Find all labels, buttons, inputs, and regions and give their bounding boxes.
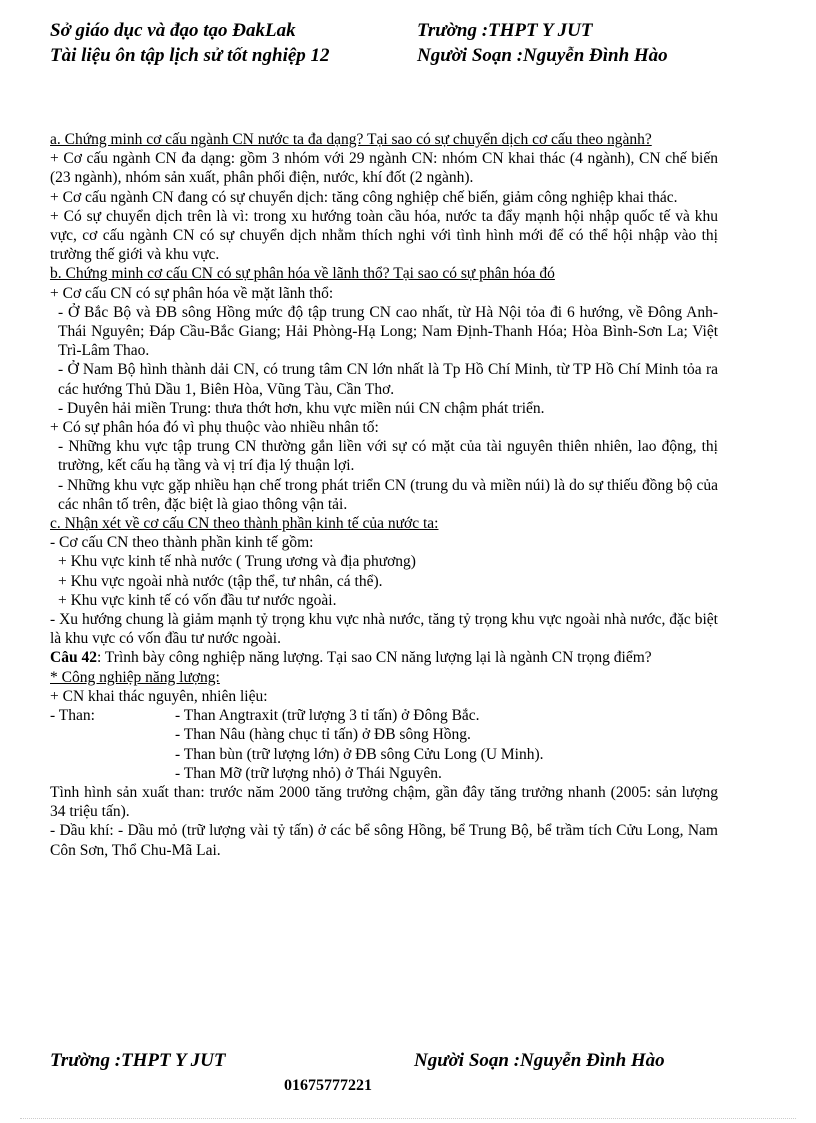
coal-item: - Than Angtraxit (trữ lượng 3 tỉ tấn) ở Đông Bắc. (175, 707, 480, 725)
footer-right: Người Soạn :Nguyễn Đình Hào (414, 1050, 665, 1071)
coal-label: - Than: (50, 707, 95, 725)
paragraph: Tình hình sản xuất than: trước năm 2000 tăng trưởng chậm, gần đây tăng trưởng nhanh (2005: sản lượng 34 triệu tấn). (50, 783, 718, 821)
page-bottom-divider (20, 1118, 796, 1119)
section-a-title: a. Chứng minh cơ cấu ngành CN nước ta đa dạng? Tại sao có sự chuyển dịch cơ cấu theo ngành? (50, 131, 652, 148)
paragraph: - Những khu vực tập trung CN thường gắn liền với sự có mặt của tài nguyên thiên nhiên, lao động, thị trường, kết cấu hạ tầng và vị trí địa lý thuận lợi. (58, 438, 718, 475)
coal-item: - Than Nâu (hàng chục tỉ tấn) ở ĐB sông Hồng. (175, 726, 471, 744)
paragraph: - Duyên hải miền Trung: thưa thớt hơn, khu vực miền núi CN chậm phát triển. (58, 399, 545, 417)
list-item: + Khu vực ngoài nhà nước (tập thể, tư nhân, cá thể). (58, 572, 383, 590)
paragraph: + Có sự chuyển dịch trên là vì: trong xu hướng toàn cầu hóa, nước ta đẩy mạnh hội nhập quốc tế và khu vực, cơ cấu ngành CN có sự chuyển dịch nhằm thích nghi với tình hình mới để có thể hội nhập vào thị trường thế giới và khu vực. (50, 207, 718, 264)
footer-phone: 01675777221 (284, 1077, 372, 1094)
question-42-text: : Trình bày công nghiệp năng lượng. Tại sao CN năng lượng lại là ngành CN trọng điểm? (96, 649, 652, 667)
list-item: + Khu vực kinh tế có vốn đầu tư nước ngoài. (58, 591, 337, 609)
paragraph: - Ở Bắc Bộ và ĐB sông Hồng mức độ tập trung CN cao nhất, từ Hà Nội tỏa đi 6 hướng, về Đông Anh-Thái Nguyên; Đáp Cầu-Bắc Giang; Hải Phòng-Hạ Long; Nam Định-Thanh Hóa; Hòa Bình-Sơn La; Việt Trì-Lâm Thao. (58, 303, 718, 360)
question-42-label: Câu 42 (50, 649, 97, 667)
header-right-line1: Trường :THPT Y JUT (417, 20, 593, 41)
list-item: + Khu vực kinh tế nhà nước ( Trung ương và địa phương) (58, 553, 416, 571)
coal-item: - Than Mỡ (trữ lượng nhỏ) ở Thái Nguyên. (175, 764, 442, 782)
section-c-title: c. Nhận xét về cơ cấu CN theo thành phần kinh tế của nước ta: (50, 515, 439, 533)
header-left-line2: Tài liệu ôn tập lịch sử tốt nghiệp 12 (50, 45, 330, 66)
energy-title: * Công nghiệp năng lượng: (50, 668, 220, 686)
paragraph: + Cơ cấu ngành CN đang có sự chuyển dịch: tăng công nghiệp chế biến, giảm công nghiệp khai thác. (50, 188, 678, 206)
paragraph: + Có sự phân hóa đó vì phụ thuộc vào nhiều nhân tố: (50, 419, 379, 437)
paragraph: - Cơ cấu CN theo thành phần kinh tế gồm: (50, 534, 314, 552)
footer-left: Trường :THPT Y JUT (50, 1050, 226, 1071)
paragraph: - Những khu vực gặp nhiều hạn chế trong phát triển CN (trung du và miền núi) là do sự thiếu đồng bộ của các nhân tố trên, đặc biệt là giao thông vận tải. (58, 476, 718, 513)
document-body (50, 130, 718, 860)
coal-item: - Than bùn (trữ lượng lớn) ở ĐB sông Cửu Long (U Minh). (175, 745, 544, 763)
paragraph: + CN khai thác nguyên, nhiên liệu: (50, 687, 268, 705)
coal-row (50, 706, 718, 725)
header-left-line1: Sở giáo dục và đạo tạo ĐakLak (50, 20, 296, 41)
paragraph: + Cơ cấu ngành CN đa dạng: gồm 3 nhóm với 29 ngành CN: nhóm CN khai thác (4 ngành), CN chế biến (23 ngành), nhóm sản xuất, phân phối điện, nước, khí đốt (2 ngành). (50, 150, 718, 187)
paragraph: - Dầu khí: - Dầu mỏ (trữ lượng vài tỷ tấn) ở các bể sông Hồng, bể Trung Bộ, bể trầm tích Cửu Long, Nam Côn Sơn, Thổ Chu-Mã Lai. (50, 822, 718, 859)
paragraph: - Ở Nam Bộ hình thành dải CN, có trung tâm CN lớn nhất là Tp Hồ Chí Minh, từ TP Hồ Chí Minh tỏa ra các hướng Thủ Dầu 1, Biên Hòa, Vũng Tàu, Cần Thơ. (58, 361, 718, 398)
question-42 (50, 648, 718, 667)
section-b-title: b. Chứng minh cơ cấu CN có sự phân hóa về lãnh thổ? Tại sao có sự phân hóa đó (50, 265, 555, 283)
paragraph: - Xu hướng chung là giảm mạnh tỷ trọng khu vực nhà nước, tăng tỷ trọng khu vực ngoài nhà nước, đặc biệt là khu vực có vốn đầu tư nước ngoài. (50, 611, 718, 648)
paragraph: + Cơ cấu CN có sự phân hóa về mặt lãnh thổ: (50, 284, 334, 302)
header-right-line2: Người Soạn :Nguyễn Đình Hào (417, 45, 668, 66)
